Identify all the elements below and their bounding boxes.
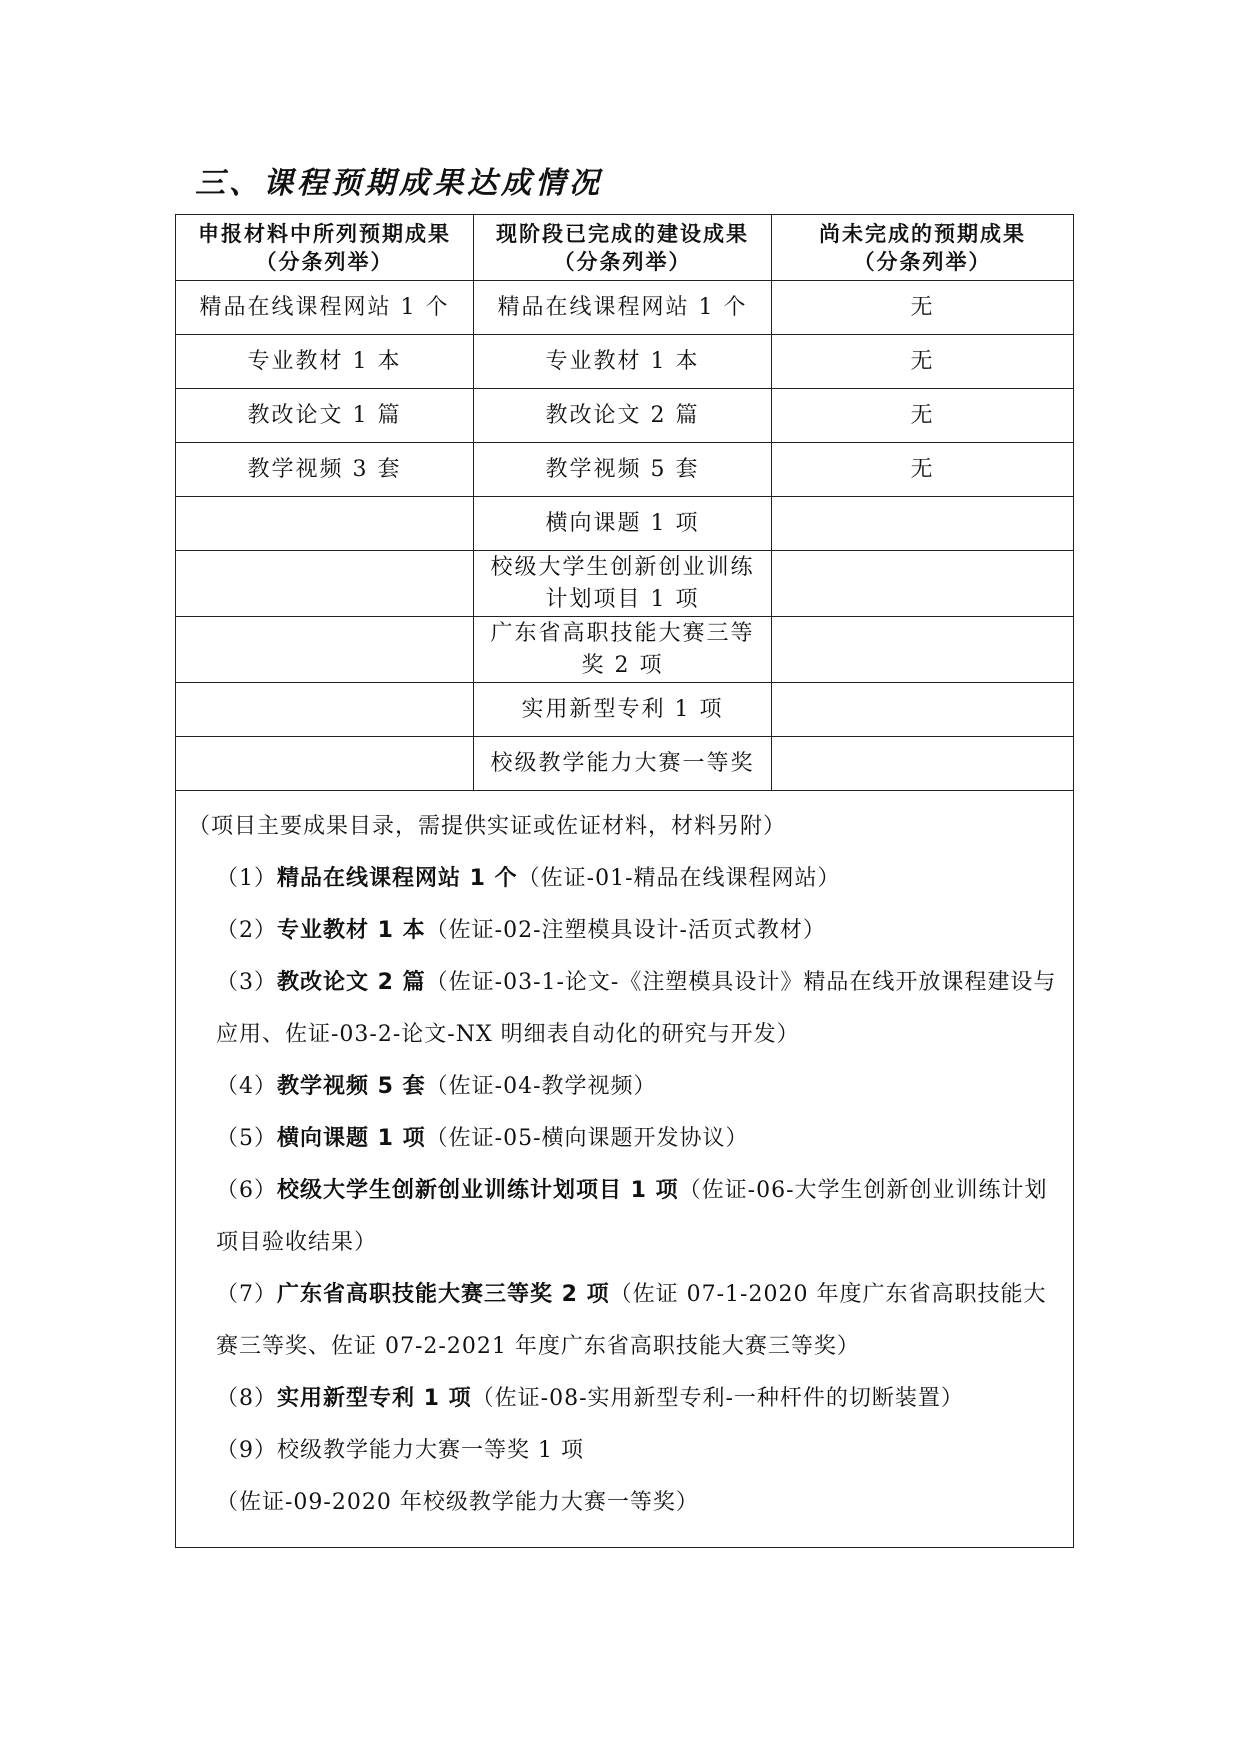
item-title: 校级教学能力大赛一等奖 1 项 (277, 1438, 584, 1463)
cell-pending: 无 (772, 281, 1074, 335)
results-table (175, 214, 1074, 1548)
item-evidence: （佐证-04-教学视频） (425, 1074, 657, 1099)
cell-completed: 专业教材 1 本 (474, 335, 772, 389)
cell-completed: 校级教学能力大赛一等奖 (474, 737, 772, 791)
cell-pending (772, 683, 1074, 737)
item-number: （4） (216, 1074, 277, 1099)
item-number: （1） (216, 866, 277, 891)
cell-completed: 教学视频 5 套 (474, 443, 772, 497)
cell-expected (176, 497, 474, 551)
cell-pending (772, 617, 1074, 683)
cell-expected (176, 737, 474, 791)
header-completed (474, 215, 772, 281)
item-number: （5） (216, 1126, 277, 1151)
header-pending-title: 尚未完成的预期成果 (819, 221, 1026, 246)
table-row (176, 443, 1074, 497)
item-evidence: （佐证-06-大学生创新创业训练计划项目验收结果） (216, 1178, 1048, 1255)
cell-completed: 精品在线课程网站 1 个 (474, 281, 772, 335)
table-row (176, 551, 1074, 617)
table-row (176, 335, 1074, 389)
cell-expected: 教学视频 3 套 (176, 443, 474, 497)
item-title: 教学视频 5 套 (277, 1074, 426, 1099)
header-completed-note: （分条列举） (553, 249, 692, 274)
notes-intro: （项目主要成果目录，需提供实证或佐证材料，材料另附） (188, 814, 787, 839)
item-evidence: （佐证-02-注塑模具设计-活页式教材） (425, 918, 826, 943)
list-item (188, 905, 1061, 957)
table-row (176, 389, 1074, 443)
list-item (188, 1113, 1061, 1165)
item-evidence: （佐证-08-实用新型专利-一种杆件的切断装置） (471, 1386, 964, 1411)
cell-expected (176, 683, 474, 737)
item-title: 实用新型专利 1 项 (277, 1386, 472, 1411)
item-number: （6） (216, 1178, 277, 1203)
header-expected-title: 申报材料中所列预期成果 (198, 221, 451, 246)
list-item (188, 1269, 1061, 1373)
cell-pending (772, 737, 1074, 791)
cell-expected: 专业教材 1 本 (176, 335, 474, 389)
list-item (188, 1061, 1061, 1113)
item-evidence: （佐证-01-精品在线课程网站） (517, 866, 841, 891)
section-title: 三、课程预期成果达成情况 (195, 166, 603, 201)
item-number: （7） (216, 1282, 277, 1307)
item-number: （8） (216, 1386, 277, 1411)
table-header-row (176, 215, 1074, 281)
cell-expected: 教改论文 1 篇 (176, 389, 474, 443)
item-evidence: （佐证-05-横向课题开发协议） (425, 1126, 749, 1151)
header-pending (772, 215, 1074, 281)
cell-completed: 校级大学生创新创业训练计划项目 1 项 (474, 551, 772, 617)
cell-expected (176, 617, 474, 683)
item-evidence: （佐证 07-1-2020 年度广东省高职技能大赛三等奖、佐证 07-2-2021 年度广东省高职技能大赛三等奖） (216, 1282, 1047, 1359)
header-expected (176, 215, 474, 281)
table-row (176, 497, 1074, 551)
item-evidence: （佐证-03-1-论文-《注塑模具设计》精品在线开放课程建设与应用、佐证-03-2-论文-NX 明细表自动化的研究与开发） (216, 970, 1057, 1047)
cell-pending: 无 (772, 389, 1074, 443)
item-title: 精品在线课程网站 1 个 (277, 866, 518, 891)
list-item (188, 957, 1061, 1061)
table-row (176, 737, 1074, 791)
table-row (176, 617, 1074, 683)
cell-pending: 无 (772, 335, 1074, 389)
cell-completed: 广东省高职技能大赛三等奖 2 项 (474, 617, 772, 683)
item-number: （9） (216, 1438, 277, 1463)
item-title: 教改论文 2 篇 (277, 970, 426, 995)
cell-completed: 横向课题 1 项 (474, 497, 772, 551)
item-title: 广东省高职技能大赛三等奖 2 项 (277, 1282, 610, 1307)
list-item (188, 1165, 1061, 1269)
list-item (188, 1373, 1061, 1425)
cell-pending: 无 (772, 443, 1074, 497)
cell-pending (772, 551, 1074, 617)
item-title: 校级大学生创新创业训练计划项目 1 项 (277, 1178, 679, 1203)
list-item (188, 853, 1061, 905)
header-expected-note: （分条列举） (255, 249, 394, 274)
cell-completed: 教改论文 2 篇 (474, 389, 772, 443)
table-row (176, 683, 1074, 737)
notes-row (176, 791, 1074, 1548)
item-number: （3） (216, 970, 277, 995)
cell-expected (176, 551, 474, 617)
item-number: （2） (216, 918, 277, 943)
header-pending-note: （分条列举） (853, 249, 992, 274)
list-item (188, 1425, 1061, 1529)
cell-completed: 实用新型专利 1 项 (474, 683, 772, 737)
cell-pending (772, 497, 1074, 551)
item-title: 横向课题 1 项 (277, 1126, 426, 1151)
notes-cell (176, 791, 1074, 1548)
cell-expected: 精品在线课程网站 1 个 (176, 281, 474, 335)
table-row (176, 281, 1074, 335)
item-evidence: （佐证-09-2020 年校级教学能力大赛一等奖） (216, 1490, 699, 1515)
item-title: 专业教材 1 本 (277, 918, 426, 943)
header-completed-title: 现阶段已完成的建设成果 (496, 221, 749, 246)
